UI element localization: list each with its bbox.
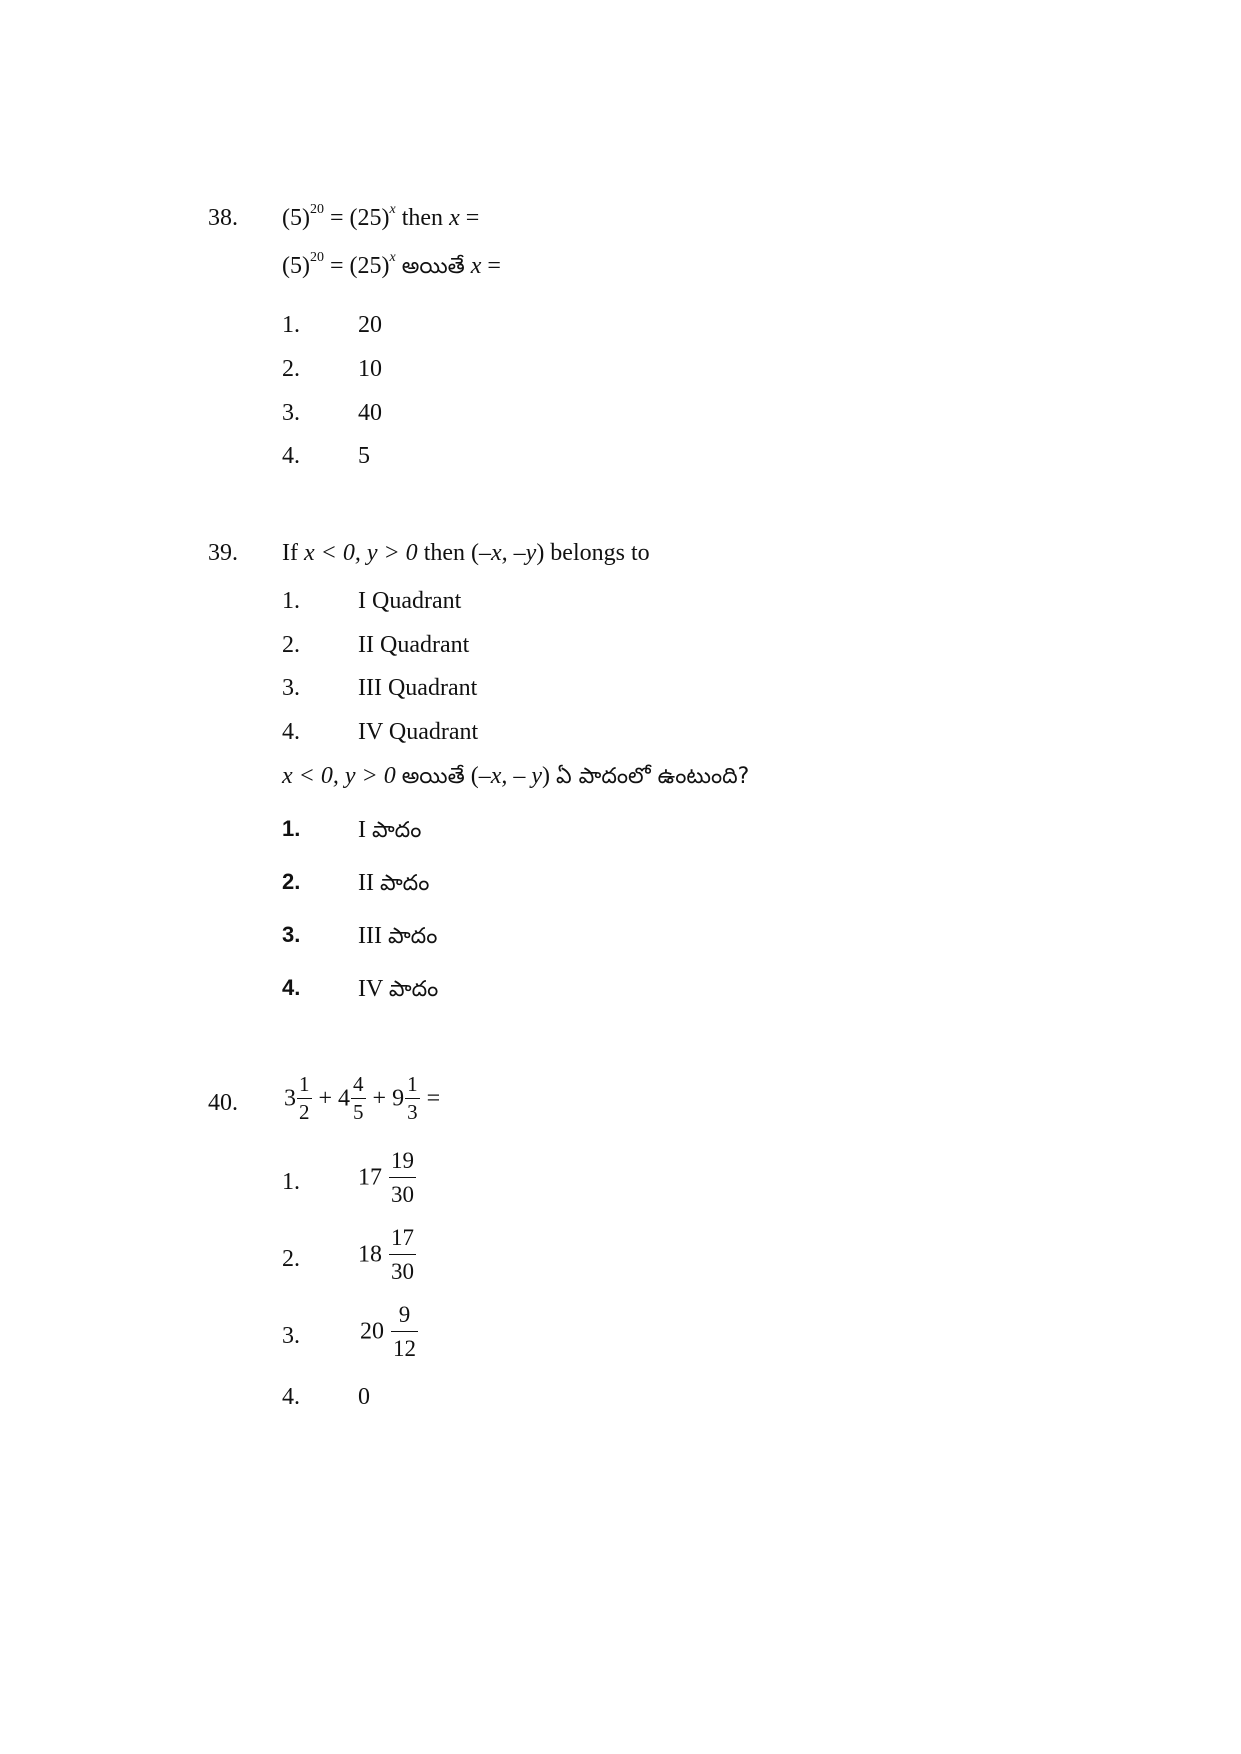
denominator: 3: [407, 1100, 418, 1124]
question-number: 38.: [208, 205, 238, 231]
exponent: 20: [309, 250, 324, 265]
equals-part: = (25): [329, 205, 390, 231]
equals-sign: =: [465, 205, 480, 231]
equals-part: = (25): [329, 253, 390, 279]
option-number: 1.: [282, 312, 300, 338]
whole-part: 9: [392, 1085, 405, 1112]
option-value: 10: [358, 356, 382, 382]
condition: x < 0, y > 0: [282, 763, 396, 789]
option-value: 5: [358, 443, 370, 469]
plus-sign: +: [372, 1085, 387, 1112]
numerator: 1: [405, 1074, 420, 1099]
option-number: 4.: [282, 975, 301, 1000]
roman-numeral: III: [358, 923, 382, 949]
roman-numeral: I: [358, 817, 366, 843]
telugu-word: అయితే: [401, 764, 465, 789]
coordinate-pair: –x, – y: [478, 763, 543, 789]
base: (5): [282, 253, 310, 279]
option-number: 4.: [282, 443, 300, 469]
numerator: 19: [389, 1149, 416, 1178]
option-number: 3.: [282, 1323, 300, 1349]
coordinate-pair: –x, –y: [479, 540, 537, 566]
if-word: If: [282, 540, 298, 566]
option-value: 20: [358, 312, 382, 338]
option-number: 2.: [282, 869, 301, 894]
option-value: I Quadrant: [358, 588, 462, 614]
whole-part: 3: [284, 1085, 296, 1112]
whole-part: 18: [358, 1241, 382, 1268]
option-number: 1.: [282, 1169, 300, 1195]
question-text-en: [282, 541, 650, 565]
condition: x < 0, y > 0: [303, 540, 418, 566]
telugu-tail: ఏ పాదంలో ఉంటుంది?: [556, 764, 750, 789]
option-number: 1.: [282, 816, 301, 841]
roman-numeral: II: [358, 870, 374, 896]
then-word: then: [401, 205, 444, 231]
denominator: 2: [299, 1100, 310, 1124]
option-number: 3.: [282, 675, 300, 701]
question-number: 39.: [208, 540, 238, 566]
var-exponent: x: [389, 250, 396, 265]
option-value: [358, 871, 429, 895]
option-number: 2.: [282, 356, 300, 382]
open-paren: (: [470, 763, 479, 789]
option-number: 4.: [282, 719, 300, 745]
equals-sign: =: [426, 1085, 441, 1112]
question-text-en: [282, 202, 480, 231]
option-value: [358, 924, 437, 948]
base: (5): [282, 205, 310, 231]
option-number: 4.: [282, 1384, 300, 1410]
option-value: [358, 977, 438, 1001]
numerator: 9: [391, 1303, 418, 1332]
option-number: 3.: [282, 922, 301, 947]
question-text-te: [282, 250, 501, 279]
option-number: 2.: [282, 632, 300, 658]
option-value: 0: [358, 1384, 370, 1410]
denominator: 5: [353, 1100, 364, 1124]
option-value: [358, 818, 421, 842]
close-paren: ): [542, 763, 551, 789]
option-value: III Quadrant: [358, 675, 478, 701]
numerator: 4: [351, 1074, 366, 1099]
option-value: 40: [358, 400, 382, 426]
option-number: 2.: [282, 1246, 300, 1272]
fraction: [297, 1074, 312, 1123]
option-value: II Quadrant: [358, 632, 470, 658]
question-text-te: [282, 764, 749, 788]
telugu-word: అయితే: [401, 254, 465, 279]
tail-text: ) belongs to: [536, 540, 650, 566]
whole-part: 17: [358, 1164, 382, 1191]
numerator: 17: [389, 1226, 416, 1255]
denominator: 30: [391, 1259, 414, 1284]
option-mixed-number: [360, 1303, 419, 1360]
fraction: [405, 1074, 420, 1123]
option-mixed-number: [358, 1226, 417, 1283]
variable-x: x: [470, 253, 482, 279]
fraction: [351, 1074, 366, 1123]
option-number: 3.: [282, 400, 300, 426]
plus-sign: +: [318, 1085, 333, 1112]
option-mixed-number: [358, 1149, 417, 1206]
denominator: 12: [393, 1336, 416, 1361]
variable-x: x: [449, 205, 460, 231]
option-number: 1.: [282, 588, 300, 614]
telugu-word: పాదం: [372, 818, 422, 843]
equals-sign: =: [487, 253, 501, 279]
var-exponent: x: [389, 202, 396, 217]
whole-part: 20: [360, 1318, 384, 1345]
option-value: IV Quadrant: [358, 719, 479, 745]
fraction: [389, 1149, 416, 1206]
roman-numeral: IV: [358, 976, 383, 1002]
fraction: [391, 1303, 418, 1360]
fraction: [389, 1226, 416, 1283]
numerator: 1: [297, 1074, 312, 1099]
whole-part: 4: [338, 1085, 351, 1112]
denominator: 30: [391, 1182, 414, 1207]
question-number: 40.: [208, 1090, 238, 1116]
exponent: 20: [309, 202, 324, 217]
telugu-word: పాదం: [379, 871, 430, 896]
telugu-word: పాదం: [387, 924, 438, 949]
then-word: then (: [423, 540, 479, 566]
telugu-word: పాదం: [388, 977, 439, 1002]
question-expression: [284, 1074, 440, 1123]
